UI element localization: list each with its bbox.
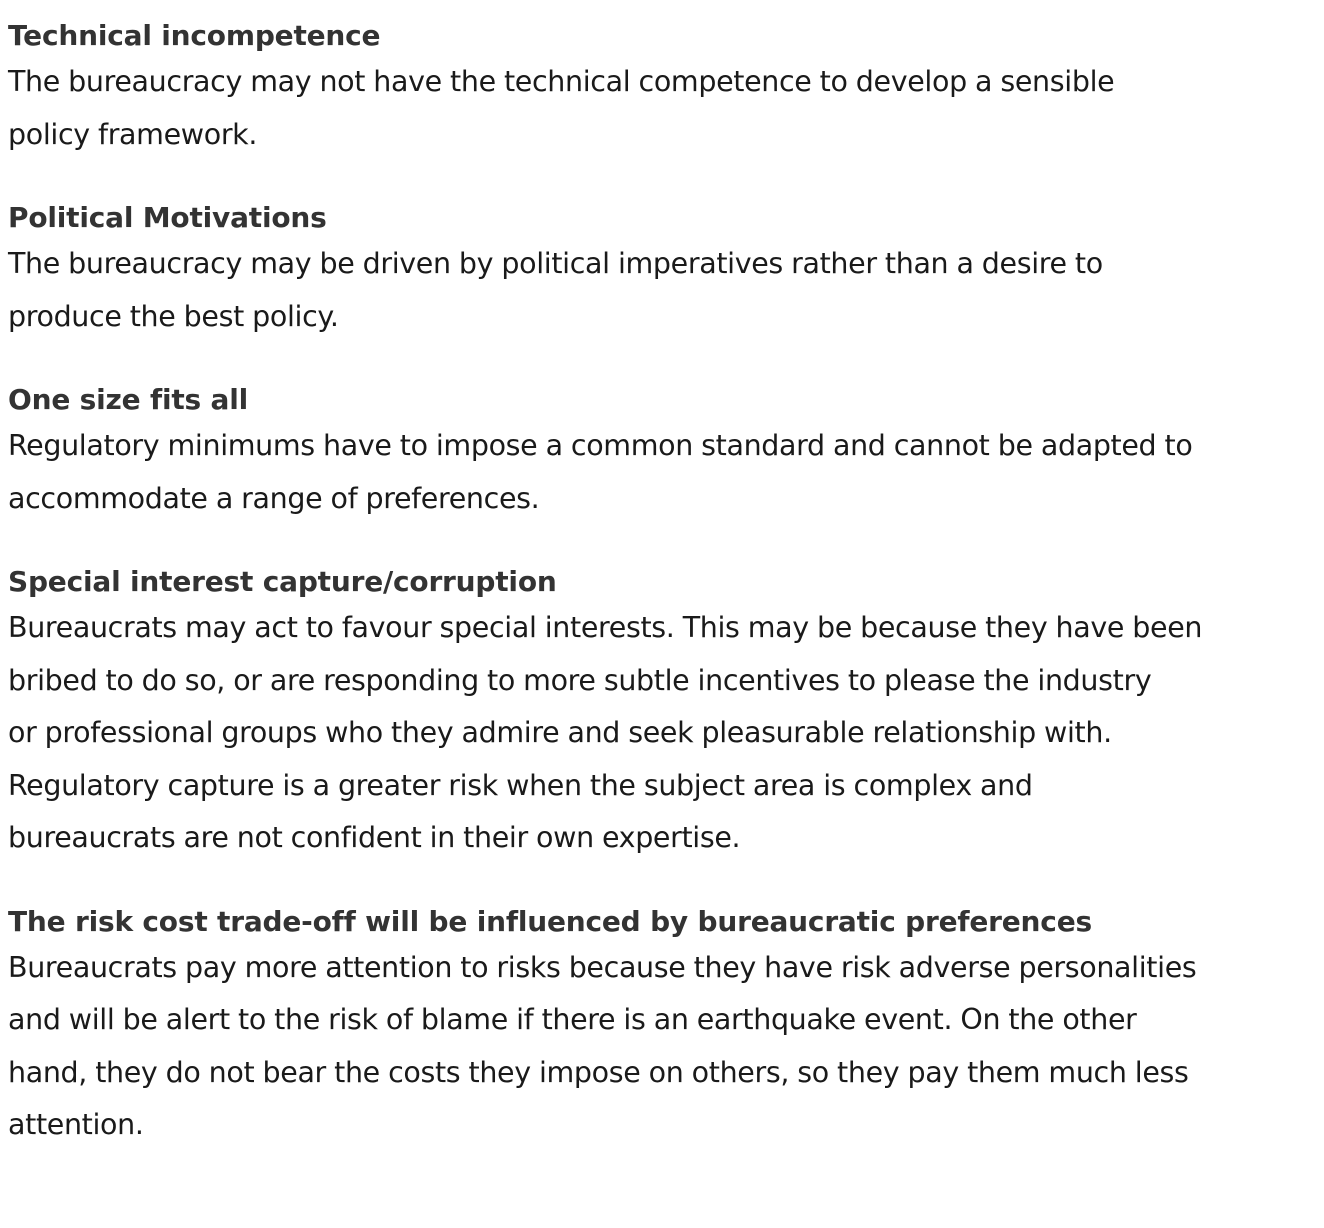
section-heading: Political Motivations — [8, 201, 327, 234]
section-body — [8, 238, 1316, 343]
section-heading: One size fits all — [8, 383, 249, 416]
body-line: Bureaucrats may act to favour special interests. This may be because they have been — [8, 611, 1203, 644]
section-risk-cost-trade-off — [8, 902, 1316, 1152]
section-heading: Technical incompetence — [8, 19, 381, 52]
section-body — [8, 942, 1316, 1152]
body-line: accommodate a range of preferences. — [8, 481, 540, 515]
body-line: hand, they do not bear the costs they impose on others, so they pay them much less — [8, 1055, 1189, 1089]
body-line: bureaucrats are not confident in their own expertise. — [8, 821, 741, 854]
section-special-interest-capture — [8, 562, 1316, 865]
body-line: The bureaucracy may not have the technical competence to develop a sensible — [8, 65, 1115, 98]
section-technical-incompetence — [8, 16, 1316, 161]
section-heading: The risk cost trade-off will be influenced by bureaucratic preferences — [8, 904, 1092, 938]
section-political-motivations — [8, 198, 1316, 343]
body-line: policy framework. — [8, 117, 258, 151]
body-line: Regulatory minimums have to impose a common standard and cannot be adapted to — [8, 429, 1193, 462]
section-body — [8, 56, 1316, 161]
body-line: attention. — [8, 1108, 144, 1141]
section-heading: Special interest capture/corruption — [8, 565, 557, 598]
section-one-size-fits-all — [8, 380, 1316, 525]
body-line: Bureaucrats pay more attention to risks because they have risk adverse personalities — [8, 950, 1197, 984]
body-line: The bureaucracy may be driven by political imperatives rather than a desire to — [8, 247, 1103, 280]
body-line: produce the best policy. — [8, 299, 339, 333]
body-line: and will be alert to the risk of blame if there is an earthquake event. On the other — [8, 1003, 1137, 1036]
body-line: or professional groups who they admire and seek pleasurable relationship with. — [8, 716, 1112, 749]
section-body — [8, 420, 1316, 525]
body-line: Regulatory capture is a greater risk when the subject area is complex and — [8, 768, 1033, 802]
section-body — [8, 602, 1316, 865]
body-line: bribed to do so, or are responding to more subtle incentives to please the industry — [8, 663, 1152, 697]
